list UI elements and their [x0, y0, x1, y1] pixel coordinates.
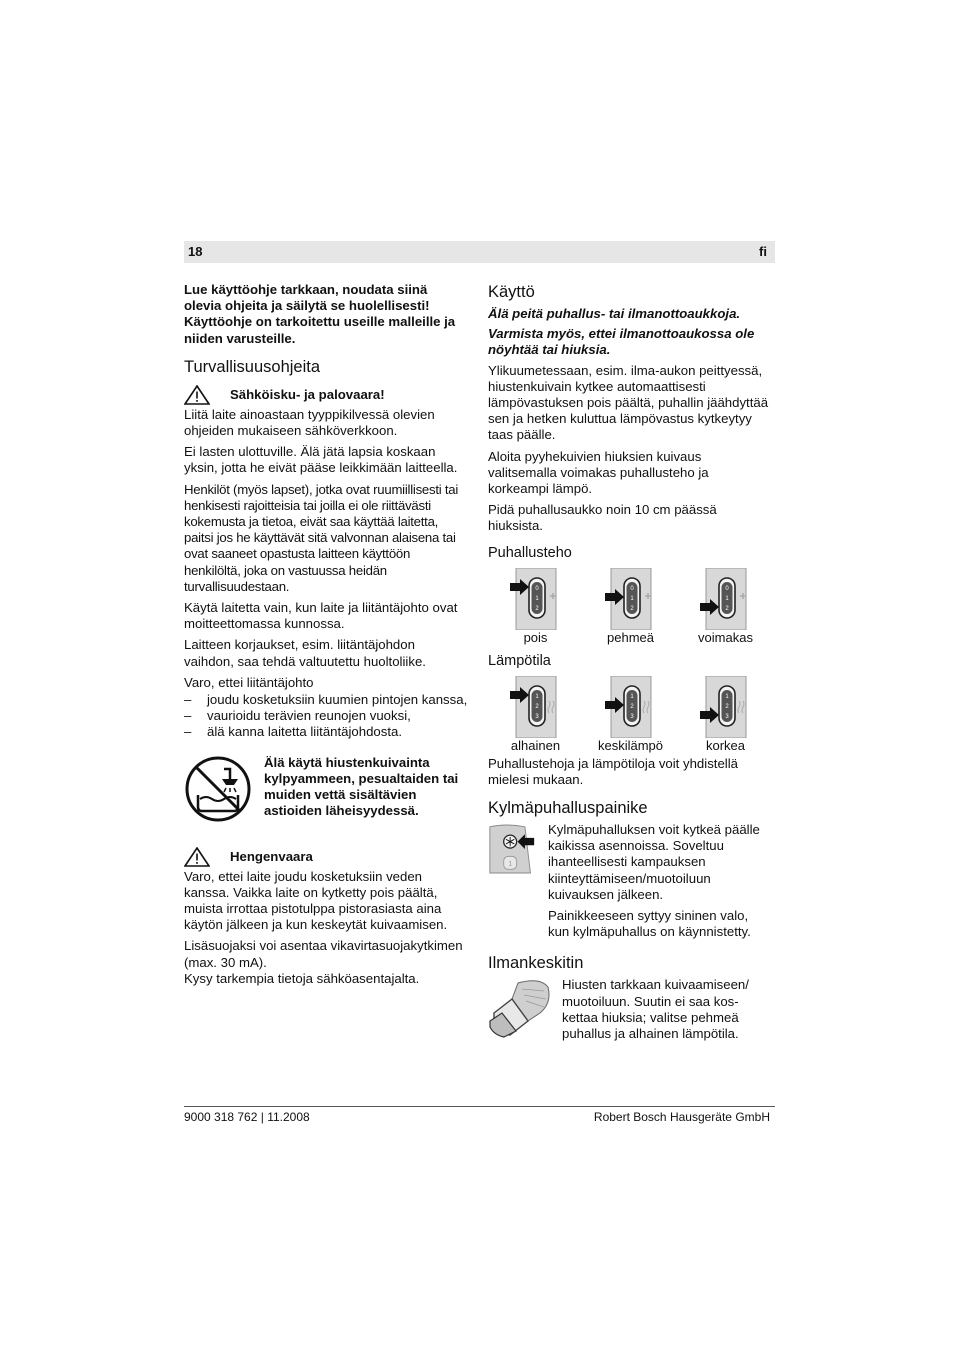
temperature-label: korkea [705, 737, 746, 753]
airflow-label: pois [523, 629, 548, 645]
airflow-heading: Puhallusteho [488, 544, 572, 561]
caution-list [184, 692, 468, 741]
list-item: – joudu kosketuksiin kuumien pintojen kanssa, [184, 692, 468, 708]
switch-digit: 1 [724, 595, 729, 602]
temperature-setting-medium [583, 676, 678, 754]
language-code: fi [759, 244, 767, 259]
intro-text: Lue käyttöohje tarkkaan, noudata siinä olevia ohjeita ja säilytä se huolellisesti! Käyttöohje on tarkoitettu useille malleille ja niiden varusteille. [184, 282, 456, 346]
header-bar [184, 241, 775, 263]
concentrator-heading: Ilmankeskitin [488, 954, 584, 973]
safety-paragraph: Laitteen korjaukset, esim. liitäntäjohdon vaihdon, saa tehdä valtuutettu huoltoliike. [184, 637, 426, 669]
safety-paragraph: Liitä laite ainoastaan tyyppikilvessä olevien ohjeiden mukaiseen sähköverkkoon. [184, 406, 435, 439]
safety-paragraph: Käytä laitetta vain, kun laite ja liitäntäjohto ovat moitteettomassa kunnossa. [184, 600, 458, 632]
bath-warning-text: Älä käytä hiustenkuivainta kylpyammeen, pesualtaiden tai muiden vettä sisältävien astioiden läheisyydessä. [264, 754, 459, 819]
temperature-label: alhainen [510, 737, 561, 753]
switch-digit: 2 [534, 605, 539, 612]
warning-life [184, 847, 468, 867]
combine-text: Puhallustehoja ja lämpötiloja voit yhdistellä mielesi mukaan. [488, 755, 738, 787]
warning-electric-title: Sähköisku- ja palovaara! [230, 386, 385, 402]
left-column [184, 282, 468, 992]
switch-digit: 0 [629, 585, 634, 592]
warning-life-text: Varo, ettei laite joudu kosketuksiin veden kanssa. Vaikka laite on kytketty pois päältä, muista irrottaa pistotulppa pistorasiasta aina käytön jälkeen ja kun keskeytät kuivaamisen. [184, 868, 448, 933]
right-column [488, 282, 773, 1055]
cold-shot-paragraph: Painikkeeseen syttyy sininen valo, kun kylmäpuhallus on käynnistetty. [548, 908, 751, 940]
airflow-setting-off [488, 568, 583, 646]
usage-warning-1: Älä peitä puhallus- tai ilmanottoaukkoja. [488, 306, 741, 321]
usage-paragraph: Aloita pyyhekuivien hiuksien kuivaus valitsemalla voimakas puhallusteho ja korkeampi lämpö. [488, 448, 709, 497]
hairdryer-switch-icon [698, 568, 754, 630]
warning-triangle-icon [184, 385, 210, 405]
switch-digit: 3 [724, 713, 729, 720]
safety-paragraph: Ei lasten ulottuville. Älä jätä lapsia koskaan yksin, jotta he eivät pääse leikkimään laitteella. [184, 444, 458, 476]
no-bathtub-icon [184, 755, 252, 823]
switch-digit: 0 [724, 585, 729, 592]
temperature-heading: Lämpötila [488, 652, 551, 669]
safety-paragraph: Henkilöt (myös lapset), jotka ovat ruumiillisesti tai henkisesti rajoitteisia tai joilla ei ole riittävästi kokemusta ja tietoa, eivät saa käyttää laitetta, paitsi jos he käyttävät sitä valvonnan alaisena tai ovat saaneet opastusta laitteen käyttöön henkilöltä, joka on vastuussa heidän turvallisuudestaan. [184, 481, 459, 594]
electrician-text: Kysy tarkempia tietoja sähköasentajalta. [184, 970, 420, 986]
temperature-label: keskilämpö [597, 737, 664, 753]
hairdryer-switch-icon [508, 676, 564, 738]
list-item: – älä kanna laitetta liitäntäjohdosta. [184, 724, 468, 740]
concentrator-text: Hiusten tarkkaan kuivaamiseen/ muotoiluun. Suutin ei saa kos-kettaa hiuksia; valitse pehmeä puhallus ja alhainen lämpötila. [562, 977, 749, 1042]
safety-heading: Turvallisuusohjeita [184, 357, 321, 376]
airflow-label: voimakas [698, 629, 753, 645]
hairdryer-switch-icon [603, 676, 659, 738]
bath-warning-block [184, 755, 468, 823]
concentrator-illustration [488, 977, 552, 1047]
switch-digit: 1 [508, 860, 512, 868]
warning-electric [184, 385, 468, 405]
switch-digit: 1 [534, 595, 539, 602]
usage-paragraph: Pidä puhallusaukko noin 10 cm päässä hiuksista. [488, 502, 717, 534]
airflow-label: pehmeä [607, 629, 654, 645]
page-number: 18 [188, 244, 203, 259]
switch-digit: 2 [534, 703, 539, 710]
switch-digit: 2 [629, 703, 634, 710]
air-concentrator-icon [488, 977, 552, 1039]
concentrator-block [488, 977, 773, 1047]
footer-doc-number: 9000 318 762 | 11.2008 [184, 1110, 310, 1124]
airflow-setting-strong [678, 568, 773, 646]
warning-triangle-icon [184, 847, 210, 867]
switch-digit: 1 [629, 595, 634, 602]
airflow-setting-soft [583, 568, 678, 646]
hairdryer-switch-icon [508, 568, 564, 630]
list-item: – vaurioidu terävien reunojen vuoksi, [184, 708, 468, 724]
switch-digit: 1 [629, 693, 634, 700]
temperature-setting-low [488, 676, 583, 754]
cold-shot-block [488, 822, 773, 945]
warning-life-title: Hengenvaara [230, 848, 313, 864]
switch-digit: 3 [534, 713, 539, 720]
hairdryer-switch-icon [698, 676, 754, 738]
airflow-figures [488, 568, 773, 646]
switch-digit: 2 [629, 605, 634, 612]
switch-digit: 2 [724, 703, 729, 710]
caution-intro: Varo, ettei liitäntäjohto [184, 674, 314, 690]
temperature-setting-high [678, 676, 773, 754]
usage-paragraph: Ylikuumetessaan, esim. ilma-aukon peittyessä, hiustenkuivain kytkee automaattisesti lämpövastuksen pois päältä, puhallin jäähdyttää sen ja hetken kuluttua lämpövastus kytkeytyy taas päälle. [488, 362, 769, 443]
temperature-figures [488, 676, 773, 754]
rcd-text: Lisäsuojaksi voi asentaa vikavirtasuojakytkimen (max. 30 mA). [184, 938, 463, 970]
switch-digit: 1 [534, 693, 539, 700]
cold-shot-button-icon [488, 822, 536, 876]
hairdryer-switch-icon [603, 568, 659, 630]
footer-divider [184, 1106, 775, 1107]
usage-heading: Käyttö [488, 283, 535, 301]
switch-digit: 2 [724, 605, 729, 612]
switch-digit: 1 [724, 693, 729, 700]
cold-shot-heading: Kylmäpuhalluspainike [488, 799, 648, 818]
switch-digit: 3 [629, 713, 634, 720]
cold-shot-illustration [488, 822, 540, 945]
usage-warning-2: Varmista myös, ettei ilmanottoaukossa ole nöyhtää tai hiuksia. [488, 326, 755, 358]
switch-digit: 0 [534, 585, 539, 592]
cold-shot-paragraph: Kylmäpuhalluksen voit kytkeä päälle kaikissa asennoissa. Soveltuu ihanteellisesti kampauksen kiinteyttämiseen/muotoiluun kuivauksen jälkeen. [548, 822, 760, 902]
footer-company: Robert Bosch Hausgeräte GmbH [593, 1110, 770, 1124]
